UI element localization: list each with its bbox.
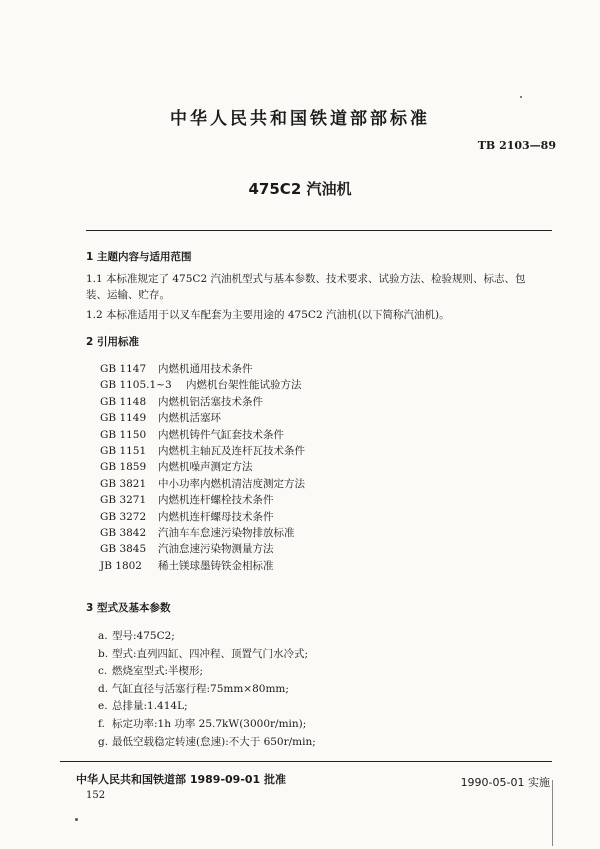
reference-title: 内燃机主轴瓦及连杆瓦技术条件 (158, 444, 305, 457)
reference-title: 内燃机活塞环 (158, 412, 221, 425)
reference-title: 内燃机通用技术条件 (158, 363, 253, 375)
parameter-item (98, 663, 316, 681)
reference-title: 汽油怠速污染物测量方法 (158, 543, 274, 556)
reference-list (100, 361, 305, 574)
parameter-key: d. (98, 682, 109, 695)
parameter-item (98, 698, 316, 716)
parameter-item (98, 628, 316, 646)
scan-speck (520, 96, 522, 98)
parameter-item (98, 734, 316, 752)
parameter-item (98, 646, 316, 664)
document-title: 475C2 汽油机 (248, 180, 352, 198)
reference-title: 内燃机台架性能试验方法 (186, 379, 302, 392)
reference-code: GB 1147 (100, 363, 147, 375)
standard-title: 中华人民共和国铁道部部标准 (170, 109, 430, 129)
parameter-text: 燃烧室型式:半楔形; (112, 665, 204, 678)
reference-item (100, 410, 305, 426)
reference-code: GB 1148 (100, 395, 147, 408)
reference-code: GB 1149 (100, 412, 147, 425)
section-heading-2: 2 引用标准 (86, 336, 139, 348)
effective-date: 1990-05-01 实施 (460, 776, 550, 789)
reference-code: GB 3845 (100, 543, 147, 556)
parameter-key: a. (98, 630, 108, 642)
parameter-key: f. (98, 717, 105, 730)
parameter-key: e. (98, 700, 108, 713)
parameter-key: c. (98, 665, 108, 678)
parameter-text: 标定功率:1h 功率 25.7kW(3000r/min); (112, 717, 307, 730)
reference-title: 内燃机铝活塞技术条件 (158, 395, 263, 408)
reference-code: GB 1859 (100, 461, 147, 474)
section-heading-1: 1 主题内容与适用范围 (86, 251, 192, 263)
title-rule (86, 230, 552, 231)
reference-title: 稀土镁球墨铸铁金相标准 (158, 559, 274, 572)
reference-item (100, 427, 305, 443)
parameter-text: 型号:475C2; (112, 630, 175, 642)
scan-speck (75, 818, 78, 821)
reference-code: GB 1151 (100, 444, 147, 457)
reference-item (100, 394, 305, 410)
reference-code: GB 1105.1~3 (100, 379, 172, 392)
paragraph-1-2: 1.2 本标准适用于以叉车配套为主要用途的 475C2 汽油机(以下简称汽油机)。 (86, 309, 450, 321)
reference-code: JB 1802 (100, 559, 142, 572)
reference-code: GB 3272 (100, 510, 147, 523)
reference-item (100, 476, 305, 492)
reference-item (100, 443, 305, 459)
reference-item (100, 541, 305, 557)
reference-item (100, 509, 305, 525)
reference-title: 内燃机连杆螺栓技术条件 (158, 494, 274, 507)
parameter-text: 最低空载稳定转速(怠速):不大于 650r/min; (112, 735, 316, 748)
reference-item (100, 492, 305, 508)
reference-title: 内燃机铸件气缸套技术条件 (158, 428, 284, 441)
parameter-text: 气缸直径与活塞行程:75mm×80mm; (112, 682, 289, 695)
paragraph-1-1: 1.1 本标准规定了 475C2 汽油机型式与基本参数、技术要求、试验方法、检验规则、标志、包 (86, 273, 526, 285)
reference-item (100, 459, 305, 475)
parameter-text: 总排量:1.414L; (112, 700, 188, 713)
reference-code: GB 1150 (100, 428, 147, 441)
parameter-key: g. (98, 735, 109, 748)
reference-title: 汽油车车怠速污染物排放标准 (158, 526, 295, 539)
reference-code: GB 3821 (100, 477, 147, 490)
reference-code: GB 3271 (100, 494, 147, 507)
parameter-item (98, 681, 316, 699)
reference-item (100, 525, 305, 541)
paragraph-1-1-cont: 装、运输、贮存。 (86, 289, 170, 301)
reference-item (100, 558, 305, 574)
parameter-text: 型式:直列四缸、四冲程、顶置气门水冷式; (112, 647, 309, 660)
standard-code: TB 2103—89 (477, 139, 556, 152)
reference-title: 中小功率内燃机清洁度测定方法 (158, 477, 305, 490)
parameter-list (98, 628, 316, 751)
reference-item (100, 361, 305, 377)
parameter-item (98, 716, 316, 734)
scan-margin-line (552, 780, 553, 846)
reference-code: GB 3842 (100, 526, 147, 539)
parameter-key: b. (98, 647, 109, 660)
reference-title: 内燃机噪声测定方法 (158, 461, 253, 474)
footer-rule (60, 761, 552, 762)
approval-line: 中华人民共和国铁道部 1989-09-01 批准 (76, 773, 287, 786)
reference-title: 内燃机连杆螺母技术条件 (158, 510, 274, 523)
section-heading-3: 3 型式及基本参数 (86, 602, 171, 614)
reference-item (100, 377, 305, 393)
page-number: 152 (86, 790, 106, 801)
